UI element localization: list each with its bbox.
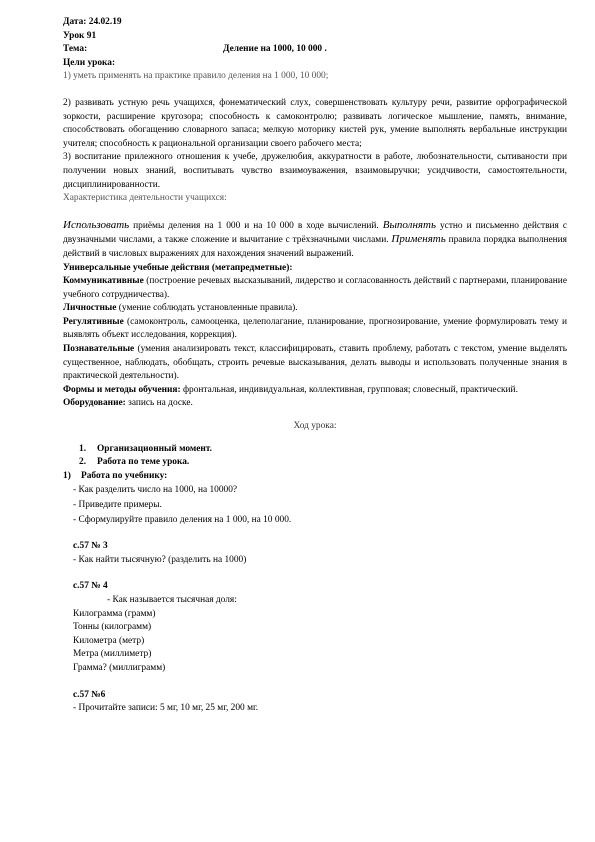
question-1: - Как разделить число на 1000, на 10000?: [73, 485, 238, 496]
topic-label: Тема:: [63, 44, 88, 55]
unit-item: Тонны (килограмм): [73, 622, 152, 633]
uud-personal: [63, 302, 567, 316]
exercise-4-title: с.57 № 4: [73, 581, 108, 592]
substage-label: Работа по учебнику:: [81, 470, 168, 481]
substage: [63, 470, 567, 484]
equipment-text: запись на доске.: [125, 398, 193, 409]
date-line: Дата: 24.02.19: [63, 17, 122, 27]
uud-heading: Универсальные учебные действия (метапредметные):: [63, 262, 293, 273]
stage-number: 1.: [79, 443, 87, 454]
forms-methods-label: Формы и методы обучения:: [63, 384, 181, 395]
uud-personal-label: Личностные: [63, 303, 117, 314]
activity-text-3: правила порядка выполнения действий в числовых выражениях для нахождения значений выражений.: [63, 235, 567, 259]
exercise-3-text: - Как найти тысячную? (разделить на 1000): [73, 554, 247, 565]
exercise-6-title: с.57 №6: [73, 689, 106, 700]
topic-row: [63, 43, 567, 57]
uud-communicative: [63, 275, 567, 302]
stage-item: [63, 443, 567, 457]
stage-item: [63, 456, 567, 470]
activity-text-1: приёмы деления на 1 000 и на 10 000 в ходе вычислений.: [129, 220, 383, 231]
lesson-number: Урок 91: [63, 30, 97, 41]
uud-cognitive: [63, 343, 567, 384]
activity-paragraph: [63, 219, 567, 262]
forms-methods-text: фронтальная, индивидуальная, коллективная, групповая; словесный, практический.: [180, 384, 518, 395]
stages-list: [63, 443, 567, 470]
stage-label: Организационный момент.: [97, 443, 213, 454]
document-page: [63, 16, 567, 716]
uud-communicative-text: (построение речевых высказываний, лидерство и согласованность действий с партнерами, планирование учебного сотрудничества).: [63, 276, 567, 300]
activity-verb-apply: Применять: [391, 233, 446, 246]
stage-label: Работа по теме урока.: [97, 457, 190, 468]
uud-regulatory-label: Регулятивные: [63, 316, 124, 327]
question-3: - Сформулируйте правило деления на 1 000, на 10 000.: [73, 514, 292, 525]
uud-cognitive-text: (умения анализировать текст, классифицировать, ставить проблему, работать с текстом, умение выделять существенное, наблюдать, обобщать, строить речевые высказывания, делать выводы и использовать полученные знания в практической деятельности).: [63, 344, 567, 382]
unit-item: Килограмма (грамм): [73, 608, 156, 619]
topic-title: Деление на 1000, 10 000 .: [223, 44, 327, 55]
exercise-4-question: - Как называется тысячная доля:: [107, 594, 237, 605]
goal-2: 2) развивать устную речь учащихся, фонематический слух, совершенствовать культуру речи, развитие орфографической зоркости, расширение кругозора; способность к самоконтролю; развивать логическое мышление, память, внимание, способствовать обогащению словарного запаса; мелкую моторику кистей рук, умение выполнять вербальные инструкции учителя; способность к рациональной организации своего рабочего места;: [63, 97, 567, 149]
textbook-work: [63, 484, 567, 715]
equipment: [63, 397, 567, 411]
unit-item: Километра (метр): [73, 635, 145, 646]
uud-personal-text: (умение соблюдать установленные правила).: [116, 303, 298, 314]
course-heading: Ход урока:: [293, 421, 337, 432]
exercise-6-text: - Прочитайте записи: 5 мг, 10 мг, 25 мг, 200 мг.: [73, 703, 259, 714]
unit-item: Метра (миллиметр): [73, 649, 152, 660]
goal-1: 1) уметь применять на практике правило деления на 1 000, 10 000;: [63, 71, 329, 82]
uud-cognitive-label: Познавательные: [63, 344, 135, 355]
activity-heading: Характеристика деятельности учащихся:: [63, 193, 227, 204]
uud-communicative-label: Коммуникативные: [63, 276, 144, 287]
question-2: - Приведите примеры.: [73, 500, 162, 510]
uud-regulatory: [63, 316, 567, 343]
uud-regulatory-text: (самоконтроль, самооценка, целеполагание, планирование, прогнозирование, умение формулировать тему и выявлять объект исследования, коррекция).: [63, 316, 567, 341]
substage-number: 1): [63, 470, 71, 481]
activity-verb-perform: Выполнять: [382, 218, 436, 231]
activity-text-2: устно и письменно действия с двузначными числами, а также сложение и вычитание с трёхзначными числами.: [63, 220, 568, 246]
goal-3: 3) воспитание прилежного отношения к учебе, дружелюбия, аккуратности в работе, любознательности, сытиваности при получении новых знаний, воспитывать чувство взаимоуважения, взаимовыручки; усидчивости, самостоятельности, дисциплинированности.: [63, 152, 567, 190]
unit-item: Грамма? (миллиграмм): [73, 662, 166, 673]
activity-verb-use: Использовать: [63, 218, 130, 231]
equipment-label: Оборудование:: [63, 398, 126, 409]
goals-label: Цели урока:: [63, 57, 116, 68]
forms-methods: [63, 384, 567, 398]
exercise-3-title: с.57 № 3: [73, 541, 108, 552]
stage-number: 2.: [79, 457, 87, 468]
